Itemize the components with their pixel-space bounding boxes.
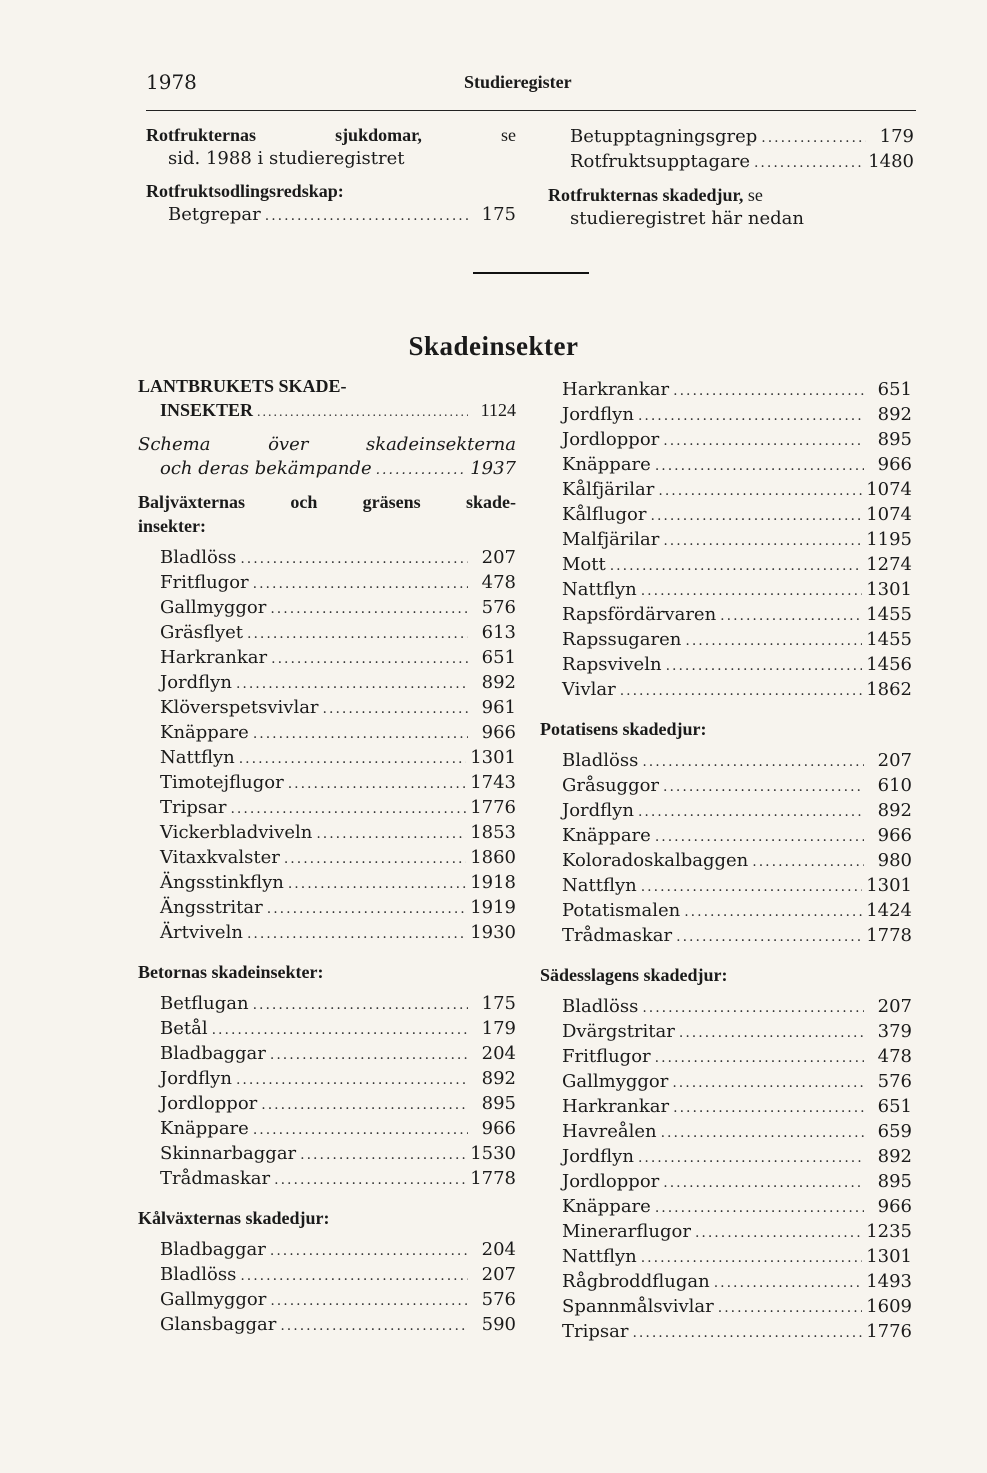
leader-dots — [288, 771, 466, 796]
entry-page: 1480 — [868, 151, 914, 172]
baljvaxter-heading: Baljväxternas och gräsens skade- — [138, 492, 516, 512]
index-entry — [562, 1020, 912, 1045]
entry-name: Betål — [160, 1018, 208, 1039]
entry-name: Gallmyggor — [562, 1071, 669, 1092]
leader-dots — [270, 1288, 468, 1313]
index-entry — [160, 621, 516, 646]
entry-page: 610 — [877, 775, 912, 796]
entry-page: 576 — [481, 597, 516, 618]
top-left-block — [146, 123, 516, 228]
entry-page: 576 — [481, 1289, 516, 1310]
entry-name: Trådmaskar — [160, 1168, 271, 1189]
entry-page: 576 — [877, 1071, 912, 1092]
kalvaxter-heading: Kålväxternas skadedjur: — [138, 1208, 330, 1228]
entry-page: 179 — [481, 1018, 516, 1039]
entry-name: Bladlöss — [160, 1264, 237, 1285]
entry-name: Rågbroddflugan — [562, 1271, 710, 1292]
entry-name: Skinnarbaggar — [160, 1143, 297, 1164]
entry-page: 892 — [481, 1068, 516, 1089]
leader-dots — [236, 671, 468, 696]
entry-page: 895 — [877, 1171, 912, 1192]
entry-page: 207 — [877, 750, 912, 771]
leader-dots — [261, 1092, 468, 1117]
index-entry — [160, 992, 516, 1017]
entry-page: 1860 — [470, 847, 516, 868]
index-entry — [160, 896, 516, 921]
index-entry — [562, 578, 912, 603]
index-entry — [562, 1070, 912, 1095]
schema-line1: Schema över skadeinsekterna — [138, 434, 516, 455]
entry-page: 961 — [481, 697, 516, 718]
leader-dots — [274, 1167, 466, 1192]
sadesslag-list — [540, 995, 912, 1345]
index-entry — [562, 1145, 912, 1170]
top-right-entries — [548, 125, 914, 175]
entry-name: Nattflyn — [160, 747, 235, 768]
leader-dots — [620, 678, 862, 703]
leader-dots — [658, 478, 862, 503]
entry-page: 1301 — [866, 875, 912, 896]
entry-name: Kålfjärilar — [562, 479, 655, 500]
index-entry — [570, 125, 914, 150]
rotfrukt-sjukdomar-heading: Rotfrukternas sjukdomar, se — [146, 125, 516, 145]
leader-dots — [641, 578, 862, 603]
entry-page: 1609 — [866, 1296, 912, 1317]
entry-name: Klöverspetsvivlar — [160, 697, 319, 718]
baljvaxter-list — [138, 546, 516, 946]
index-entry — [160, 546, 516, 571]
entry-name: Harkrankar — [562, 1096, 670, 1117]
index-entry — [562, 528, 912, 553]
leader-dots — [253, 571, 468, 596]
entry-page: 892 — [877, 800, 912, 821]
entry-page: 892 — [481, 672, 516, 693]
leader-dots — [695, 1220, 862, 1245]
leader-dots — [247, 621, 468, 646]
sadesslag-heading: Sädesslagens skadedjur: — [540, 965, 728, 985]
index-entry — [562, 403, 912, 428]
betor-list — [138, 992, 516, 1192]
entry-page: 207 — [481, 1264, 516, 1285]
index-entry — [562, 774, 912, 799]
entry-page: 651 — [877, 379, 912, 400]
entry-name: Bladlöss — [562, 996, 639, 1017]
leader-dots — [240, 1263, 468, 1288]
entry-name: Harkrankar — [160, 647, 268, 668]
entry-page: 207 — [877, 996, 912, 1017]
index-entry — [562, 874, 912, 899]
leader-dots — [673, 1095, 864, 1120]
entry-name: Bladlöss — [562, 750, 639, 771]
leader-dots — [271, 646, 468, 671]
rotfrukt-skadedjur-ref: studieregistret här nedan — [570, 208, 804, 229]
index-entry — [562, 453, 912, 478]
entry-page: 1455 — [866, 604, 912, 625]
entry-name: Rapsfördärvaren — [562, 604, 717, 625]
entry-page: 1456 — [866, 654, 912, 675]
leader-dots — [676, 924, 862, 949]
leader-dots — [270, 596, 468, 621]
index-entry — [562, 849, 912, 874]
index-entry — [562, 799, 912, 824]
entry-name: Betgrepar — [168, 204, 261, 225]
leader-dots — [284, 846, 466, 871]
index-entry — [168, 203, 516, 228]
entry-page: 1776 — [470, 797, 516, 818]
entry-name: Betflugan — [160, 993, 249, 1014]
top-left-entries — [146, 203, 516, 228]
entry-page: 1778 — [470, 1168, 516, 1189]
entry-page: 1530 — [470, 1143, 516, 1164]
index-entry — [160, 796, 516, 821]
leader-dots — [240, 546, 468, 571]
leader-dots — [265, 203, 468, 228]
entry-page: 895 — [481, 1093, 516, 1114]
index-entry — [562, 899, 912, 924]
entry-page: 590 — [481, 1314, 516, 1335]
leader-dots — [230, 796, 466, 821]
entry-name: Nattflyn — [562, 1246, 637, 1267]
entry-page: 1074 — [866, 504, 912, 525]
index-entry — [160, 1042, 516, 1067]
leader-dots — [300, 1142, 466, 1167]
entry-page: 379 — [877, 1021, 912, 1042]
leader-dots — [267, 896, 466, 921]
entry-name: Bladlöss — [160, 547, 237, 568]
entry-name: Jordloppor — [160, 1093, 258, 1114]
entry-name: Mott — [562, 554, 606, 575]
rotfrukt-sjukdomar-ref: sid. 1988 i studieregistret — [168, 148, 405, 169]
leader-dots — [663, 428, 864, 453]
leader-dots — [655, 1045, 864, 1070]
entry-name: Knäppare — [160, 1118, 249, 1139]
index-entry — [562, 924, 912, 949]
index-entry — [562, 503, 912, 528]
entry-page: 478 — [481, 572, 516, 593]
rotfruktsodlingsredskap-heading: Rotfruktsodlingsredskap: — [146, 181, 344, 201]
leader-dots — [666, 653, 863, 678]
entry-name: Ärtviveln — [160, 922, 243, 943]
leader-dots — [651, 503, 863, 528]
index-entry — [562, 1095, 912, 1120]
entry-name: Harkrankar — [562, 379, 670, 400]
lantbrukets-heading-line2: INSEKTER ..... 1124 — [138, 398, 516, 425]
leader-dots — [663, 1170, 864, 1195]
entry-name: Timotejflugor — [160, 772, 284, 793]
entry-page: 613 — [481, 622, 516, 643]
index-entry — [562, 478, 912, 503]
index-entry — [562, 678, 912, 703]
entry-page: 478 — [877, 1046, 912, 1067]
index-entry — [562, 1045, 912, 1070]
entry-name: Gallmyggor — [160, 597, 267, 618]
entry-page: 1853 — [470, 822, 516, 843]
leader-dots — [253, 721, 468, 746]
entry-name: Minerarflugor — [562, 1221, 691, 1242]
entry-page: 1493 — [866, 1271, 912, 1292]
entry-page: 966 — [877, 1196, 912, 1217]
leader-dots — [642, 995, 864, 1020]
entry-name: Knäppare — [160, 722, 249, 743]
entry-name: Jordloppor — [562, 429, 660, 450]
entry-page: 1074 — [866, 479, 912, 500]
entry-page: 1862 — [866, 679, 912, 700]
leader-dots — [641, 1245, 862, 1270]
entry-page: 1235 — [866, 1221, 912, 1242]
index-entry — [160, 696, 516, 721]
leader-dots — [752, 849, 864, 874]
index-entry — [562, 378, 912, 403]
index-entry — [160, 596, 516, 621]
index-entry — [160, 746, 516, 771]
entry-name: Dvärgstritar — [562, 1021, 675, 1042]
potatis-heading: Potatisens skadedjur: — [540, 719, 707, 739]
page-header — [146, 70, 916, 100]
entry-name: Knäppare — [562, 825, 651, 846]
entry-page: 1274 — [866, 554, 912, 575]
index-entry — [160, 921, 516, 946]
index-entry — [160, 1167, 516, 1192]
entry-name: Glansbaggar — [160, 1314, 277, 1335]
entry-page: 966 — [481, 1118, 516, 1139]
leader-dots — [253, 1117, 468, 1142]
leader-dots — [641, 874, 862, 899]
index-entry — [160, 1092, 516, 1117]
leader-dots — [247, 921, 466, 946]
entry-page: 1930 — [470, 922, 516, 943]
top-right-block — [548, 125, 914, 231]
leader-dots — [323, 696, 468, 721]
leader-dots — [638, 403, 864, 428]
entry-page: 659 — [877, 1121, 912, 1142]
lantbrukets-heading-line1: LANTBRUKETS SKADE- — [138, 376, 347, 396]
entry-page: 1301 — [866, 579, 912, 600]
betor-heading: Betornas skadeinsekter: — [138, 962, 324, 982]
index-entry — [562, 824, 912, 849]
index-entry — [562, 1295, 912, 1320]
leader-dots — [642, 749, 864, 774]
leader-dots — [270, 1042, 468, 1067]
leader-dots — [685, 628, 862, 653]
entry-name: Ängsstinkflyn — [160, 872, 284, 893]
entry-page: 207 — [481, 547, 516, 568]
leader-dots — [655, 1195, 864, 1220]
entry-page: 651 — [481, 647, 516, 668]
index-entry — [160, 1288, 516, 1313]
entry-page: 1195 — [866, 529, 912, 550]
leader-dots — [672, 1070, 864, 1095]
leader-dots — [663, 774, 864, 799]
entry-page: 895 — [877, 429, 912, 450]
entry-name: Tripsar — [160, 797, 227, 818]
leader-dots — [239, 746, 466, 771]
entry-page: 980 — [877, 850, 912, 871]
entry-name: Tripsar — [562, 1321, 629, 1342]
index-entry — [160, 846, 516, 871]
index-entry — [160, 1117, 516, 1142]
baljvaxter-heading-line2: insekter: — [138, 516, 206, 536]
index-entry — [562, 628, 912, 653]
leader-dots — [316, 821, 466, 846]
entry-name: Gräsflyet — [160, 622, 244, 643]
leader-dots — [632, 1320, 862, 1345]
index-entry — [160, 571, 516, 596]
index-entry — [160, 1142, 516, 1167]
leader-dots — [638, 799, 864, 824]
index-entry — [160, 871, 516, 896]
index-entry — [562, 1195, 912, 1220]
index-entry — [562, 1170, 912, 1195]
leader-dots — [718, 1295, 862, 1320]
entry-page: 892 — [877, 404, 912, 425]
entry-page: 1743 — [470, 772, 516, 793]
index-entry — [562, 749, 912, 774]
index-entry — [562, 1245, 912, 1270]
entry-name: Rotfruktsupptagare — [570, 151, 750, 172]
entry-page: 1918 — [470, 872, 516, 893]
entry-page: 175 — [481, 204, 516, 225]
index-entry — [160, 646, 516, 671]
entry-name: Bladbaggar — [160, 1239, 266, 1260]
section-divider — [473, 272, 589, 274]
entry-page: 966 — [481, 722, 516, 743]
leader-dots — [270, 1238, 468, 1263]
leader-dots — [663, 528, 862, 553]
entry-name: Jordflyn — [160, 1068, 232, 1089]
index-entry — [562, 1320, 912, 1345]
entry-page: 651 — [877, 1096, 912, 1117]
leader-dots — [610, 553, 862, 578]
header-rule — [146, 110, 916, 111]
entry-page: 1301 — [470, 747, 516, 768]
entry-page: 179 — [879, 126, 914, 147]
leader-dots — [720, 603, 862, 628]
entry-name: Jordflyn — [562, 404, 634, 425]
entry-name: Ängsstritar — [160, 897, 263, 918]
leader-dots — [754, 150, 864, 175]
entry-name: Koloradoskalbaggen — [562, 850, 749, 871]
index-entry — [160, 1263, 516, 1288]
kalvaxter-list-cont — [540, 378, 912, 703]
entry-name: Vitaxkvalster — [160, 847, 280, 868]
schema-line2: och deras bekämpande ..... 1937 — [138, 457, 516, 482]
leader-dots — [253, 992, 468, 1017]
entry-name: Vickerbladviveln — [160, 822, 313, 843]
entry-name: Betupptagningsgrep — [570, 126, 758, 147]
entry-name: Rapssugaren — [562, 629, 682, 650]
entry-name: Jordloppor — [562, 1171, 660, 1192]
entry-name: Knäppare — [562, 1196, 651, 1217]
index-entry — [160, 1067, 516, 1092]
leader-dots — [655, 453, 864, 478]
leader-dots — [714, 1270, 863, 1295]
index-entry — [562, 995, 912, 1020]
leader-dots — [212, 1017, 468, 1042]
entry-page: 204 — [481, 1043, 516, 1064]
index-entry — [562, 1220, 912, 1245]
index-entry — [562, 653, 912, 678]
kalvaxter-list — [138, 1238, 516, 1338]
entry-name: Malfjärilar — [562, 529, 660, 550]
entry-name: Rapsviveln — [562, 654, 662, 675]
entry-page: 892 — [877, 1146, 912, 1167]
entry-page: 1919 — [470, 897, 516, 918]
index-entry — [562, 553, 912, 578]
leader-dots — [655, 824, 864, 849]
entry-name: Potatismalen — [562, 900, 681, 921]
leader-dots — [684, 899, 862, 924]
entry-page: 1778 — [866, 925, 912, 946]
entry-name: Jordflyn — [160, 672, 232, 693]
entry-name: Jordflyn — [562, 800, 634, 821]
entry-page: 1776 — [866, 1321, 912, 1342]
page-number: 1978 — [146, 70, 197, 94]
entry-page: 1301 — [866, 1246, 912, 1267]
entry-name: Trådmaskar — [562, 925, 673, 946]
entry-page: 204 — [481, 1239, 516, 1260]
index-entry — [570, 150, 914, 175]
index-entry — [160, 1017, 516, 1042]
entry-name: Nattflyn — [562, 875, 637, 896]
entry-name: Gråsuggor — [562, 775, 660, 796]
left-column — [138, 374, 516, 1338]
entry-page: 966 — [877, 454, 912, 475]
leader-dots — [661, 1120, 864, 1145]
entry-name: Nattflyn — [562, 579, 637, 600]
leader-dots — [761, 125, 866, 150]
rotfrukt-skadedjur-heading: Rotfrukternas skadedjur, se — [548, 185, 763, 205]
leader-dots — [638, 1145, 864, 1170]
running-title: Studieregister — [464, 72, 572, 92]
index-entry — [160, 821, 516, 846]
entry-name: Gallmyggor — [160, 1289, 267, 1310]
index-entry — [160, 671, 516, 696]
index-entry — [562, 1270, 912, 1295]
leader-dots — [679, 1020, 864, 1045]
index-entry — [562, 1120, 912, 1145]
leader-dots — [673, 378, 864, 403]
entry-name: Kålflugor — [562, 504, 647, 525]
index-entry — [160, 1238, 516, 1263]
entry-name: Bladbaggar — [160, 1043, 266, 1064]
section-title: Skadeinsekter — [408, 331, 579, 361]
entry-page: 175 — [481, 993, 516, 1014]
index-entry — [562, 428, 912, 453]
entry-name: Fritflugor — [562, 1046, 651, 1067]
entry-page: 1455 — [866, 629, 912, 650]
entry-name: Knäppare — [562, 454, 651, 475]
entry-page: 1424 — [866, 900, 912, 921]
index-entry — [562, 603, 912, 628]
entry-name: Spannmålsvivlar — [562, 1296, 714, 1317]
entry-name: Havreålen — [562, 1121, 657, 1142]
leader-dots — [288, 871, 466, 896]
potatis-list — [540, 749, 912, 949]
entry-page: 966 — [877, 825, 912, 846]
entry-name: Jordflyn — [562, 1146, 634, 1167]
index-entry — [160, 721, 516, 746]
right-column — [540, 378, 912, 1345]
index-entry — [160, 1313, 516, 1338]
entry-name: Fritflugor — [160, 572, 249, 593]
leader-dots — [236, 1067, 468, 1092]
index-entry — [160, 771, 516, 796]
entry-name: Vivlar — [562, 679, 616, 700]
leader-dots — [280, 1313, 468, 1338]
